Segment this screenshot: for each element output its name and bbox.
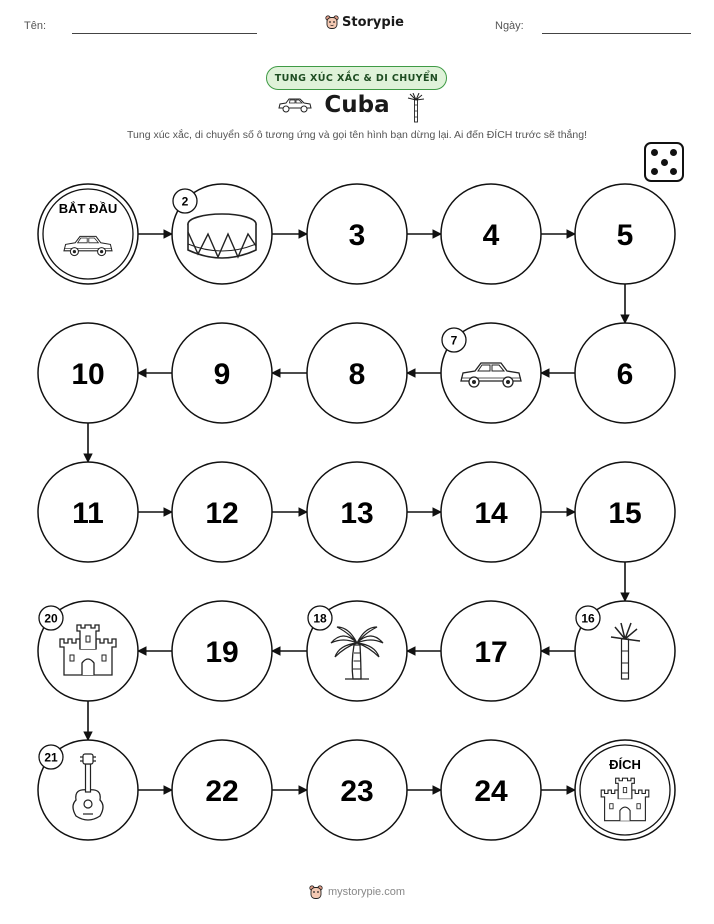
board-space[interactable]	[307, 323, 407, 423]
brand-name: Storypie	[342, 14, 404, 30]
space-number: 6	[616, 358, 634, 391]
space-number: 13	[340, 497, 374, 530]
space-number: 22	[205, 775, 239, 808]
space-number: 24	[474, 775, 508, 808]
space-number: 4	[482, 219, 500, 252]
space-number: 8	[348, 358, 366, 391]
board-space[interactable]	[172, 740, 272, 840]
board-space[interactable]	[575, 323, 675, 423]
space-number: 14	[474, 497, 508, 530]
space-number: 11	[72, 497, 104, 530]
board-space[interactable]	[38, 323, 138, 423]
space-number: 10	[71, 358, 105, 391]
space-label: ĐÍCH	[609, 757, 641, 772]
board-space[interactable]	[172, 184, 272, 284]
space-label: BẮT ĐẦU	[58, 201, 118, 216]
name-label: Tên:	[24, 20, 47, 32]
board-space[interactable]	[441, 184, 541, 284]
board-space[interactable]	[575, 462, 675, 562]
start-space[interactable]	[38, 184, 138, 284]
space-number: 7	[450, 333, 458, 348]
board-space[interactable]	[172, 601, 272, 701]
board-space[interactable]	[172, 323, 272, 423]
date-label: Ngày:	[495, 20, 524, 32]
activity-banner: TUNG XÚC XẮC & DI CHUYỂN	[266, 66, 447, 90]
space-number: 9	[213, 358, 231, 391]
board-space[interactable]	[441, 740, 541, 840]
footer	[0, 884, 714, 900]
instructions: Tung xúc xắc, di chuyển số ô tương ứng và gọi tên hình bạn dừng lại. Ai đến ĐÍCH trước sẽ thắng!	[126, 129, 587, 141]
space-number: 19	[205, 636, 239, 669]
drum-icon	[188, 214, 256, 258]
board-space[interactable]	[38, 740, 138, 840]
space-number: 20	[44, 611, 58, 626]
page-title: Cuba	[324, 92, 390, 118]
board-space[interactable]	[38, 462, 138, 562]
space-number: 16	[581, 611, 595, 626]
storypie-logo-icon	[309, 884, 323, 900]
space-number: 18	[313, 611, 327, 626]
space-number: 23	[340, 775, 374, 808]
space-number: 2	[181, 194, 189, 209]
space-number: 17	[474, 636, 508, 669]
space-number: 15	[608, 497, 642, 530]
board-space[interactable]	[441, 601, 541, 701]
board-space[interactable]	[307, 601, 407, 701]
space-number: 21	[44, 750, 58, 765]
board-space[interactable]	[38, 601, 138, 701]
board-space[interactable]	[307, 184, 407, 284]
board-space[interactable]	[307, 740, 407, 840]
space-number: 3	[348, 219, 366, 252]
space-circle	[38, 184, 138, 284]
board-space[interactable]	[441, 462, 541, 562]
space-number: 12	[205, 497, 239, 530]
board-space[interactable]	[307, 462, 407, 562]
space-number: 5	[616, 219, 634, 252]
board-space[interactable]	[441, 323, 541, 423]
footer-url: mystorypie.com	[327, 886, 406, 898]
board-space[interactable]	[575, 601, 675, 701]
finish-space[interactable]	[575, 740, 675, 840]
board-space[interactable]	[172, 462, 272, 562]
board-space[interactable]	[575, 184, 675, 284]
